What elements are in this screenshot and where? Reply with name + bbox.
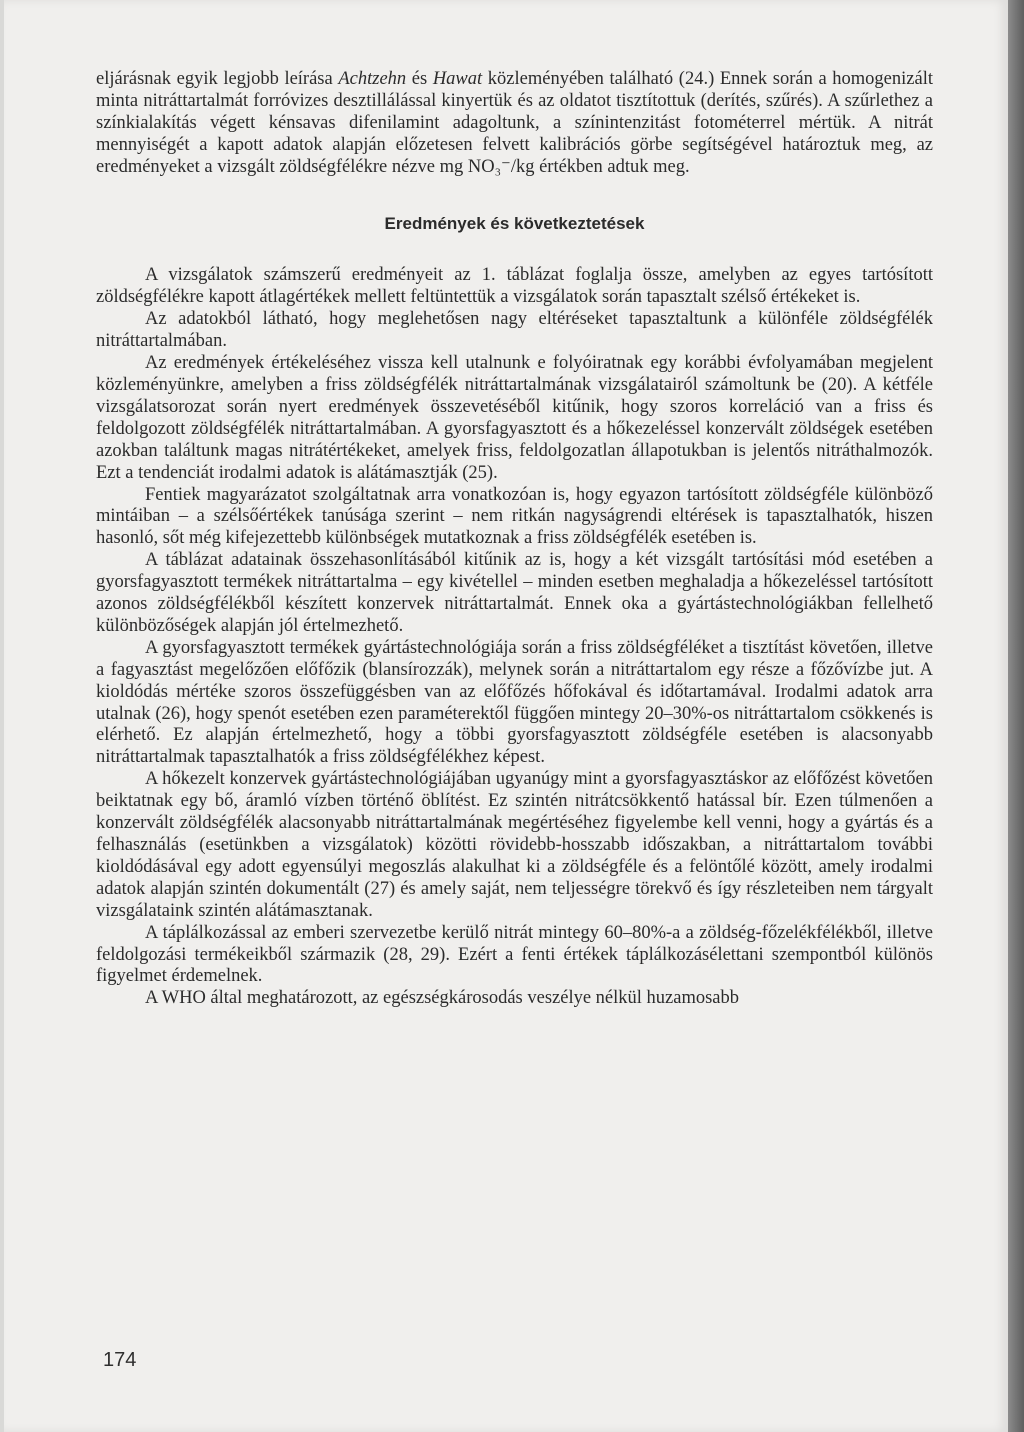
- intro-seg-2: és: [406, 69, 433, 89]
- paragraph-9: A WHO által meghatározott, az egészségkárosodás veszélye nélkül huzamosabb: [145, 988, 740, 1009]
- intro-seg-4: közleményében található (24.) Ennek során a homogenizált minta nitráttartalmát forróvizes desztillálással kinyertük és az oldatot tisztítottuk (derítés, szűrés). A szűrlethez a színkialakítás végett kénsavas difenilamint adagoltunk, a színintenzitást fotométerrel mértük. A nitrát mennyiségét a kapott adatok alapján előzetesen felvett kalibrációs görbe segítségével határoztuk meg, az eredményeket a vizsgált zöldségfélékre nézve mg NO₃⁻/kg értékben adtuk meg.: [96, 69, 933, 177]
- intro-seg-0: eljárásnak egyik legjobb leírása: [96, 69, 339, 89]
- paragraph-7: A hőkezelt konzervek gyártástechnológiájában ugyanúgy mint a gyorsfagyasztáskor az előfőzést követően beiktatnak egy bő, áramló vízben történő öblítést. Ez szintén nitrátcsökkentő hatással bír. Ezen túlmenően a konzervált zöldségfélék alacsonyabb nitráttartalmának megértéséhez figyelembe kell venni, hogy a gyártás és a felhasználás (esetünkben a vizsgálatok) közötti rövidebb-hosszabb időszakban, a nitráttartalom további kioldódásával egy adott egyensúlyi megoszlás alakulhat ki a zöldségféle és a felöntőlé között, amely irodalmi adatok alapján szintén dokumentált (27) és amely saját, nem teljességre törekvő és így részleteiben nem tárgyalt vizsgálataink szintén alátámasztanak.: [96, 769, 933, 921]
- paragraph-3: Az eredmények értékeléséhez vissza kell utalnunk e folyóiratnak egy korábbi évfolyamában megjelent közleményünkre, amelyben a friss zöldségfélék nitráttartalmának vizsgálatairól számoltunk be (20). A kétféle vizsgálatsorozat során nyert eredmények összevetéséből kitűnik, hogy szoros korreláció van a friss és feldolgozott zöldségfélék nitráttartalmában. A gyorsfagyasztott és a hőkezeléssel konzervált zöldségek esetében azokban találtunk magas nitrátértékeket, amelyek friss, feldolgozatlan állapotukban is jelentős nitráthalmozók. Ezt a tendenciát irodalmi adatok is alátámasztják (25).: [96, 353, 933, 483]
- paragraph-8: A táplálkozással az emberi szervezetbe kerülő nitrát mintegy 60–80%-a a zöldség-főzelékfélékből, illetve feldolgozási termékeikből származik (28, 29). Ezért a fenti értékek táplálkozásélettani szempontból különös figyelmet érdemelnek.: [96, 922, 933, 987]
- paragraph-5: A táblázat adatainak összehasonlításából kitűnik az is, hogy a két vizsgált tartósítási mód esetében a gyorsfagyasztott termékek nitráttartalma – egy kivétellel – minden esetben meghaladja a hőkezeléssel tartósított azonos zöldségfélékből készített konzervek nitráttartalmát. Ennek oka a gyártástechnológiákban fellelhető különbözőségek alapján jól értelmezhető.: [96, 550, 933, 636]
- intro-paragraph: [96, 69, 933, 179]
- author-achtzehn: Achtzehn: [338, 69, 407, 89]
- paragraph-6: A gyorsfagyasztott termékek gyártástechnológiája során a friss zöldségféléket a tisztítást követően, illetve a fagyasztást megelőzően előfőzik (blansírozzák), melynek során a nitráttartalom egy része a főzővízbe jut. A kioldódás mértéke szoros összefüggésben van az előfőzés hőfokával és időtartamával. Irodalmi adatok arra utalnak (26), hogy spenót esetében ezen paraméterektől függően mintegy 20–30%-os nitráttartalom csökkenés is elérhető. Ez alapján értelmezhető, hogy a többi gyorsfagyasztott zöldségféle esetében is alacsonyabb nitráttartalmak tapasztalhatók a friss zöldségfélékhez képest.: [96, 637, 933, 768]
- paragraph-4: Fentiek magyarázatot szolgáltatnak arra vonatkozóan is, hogy egyazon tartósított zöldségféle különböző mintáiban – a szélsőértékek tanúsága szerint – nem ritkán nagyságrendi eltérések is tapasztalhatók, hiszen hasonló, sőt még kifejezettebb különbségek mutatkoznak a friss zöldségfélék esetében is.: [96, 484, 933, 549]
- paragraph-1: A vizsgálatok számszerű eredményeit az 1. táblázat foglalja össze, amelyben az egyes tartósított zöldségfélékre kapott átlagértékek mellett feltüntettük a vizsgálatok során tapasztalt szélső értékeket is.: [96, 265, 933, 308]
- document-page: [4, 0, 1008, 1432]
- body-text: [96, 69, 933, 1010]
- section-heading: Eredmények és következtetések: [384, 213, 645, 233]
- author-hawat: Hawat: [432, 69, 483, 89]
- paragraph-2: Az adatokból látható, hogy meglehetősen nagy eltéréseket tapasztaltunk a különféle zöldségfélék nitráttartalmában.: [96, 309, 933, 352]
- scan-right-edge: [1008, 0, 1024, 1432]
- page-number: 174: [103, 1349, 137, 1371]
